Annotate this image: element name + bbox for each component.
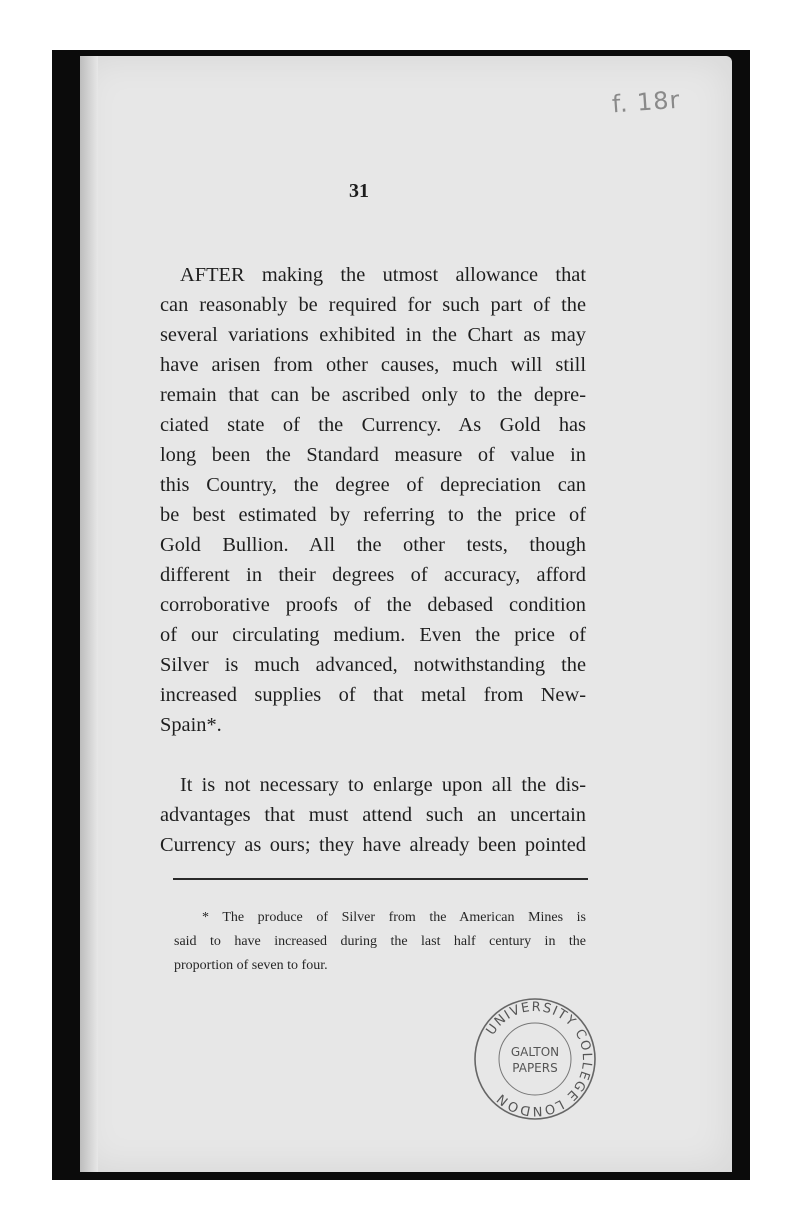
text-line: long been the Standard measure of value in xyxy=(160,444,586,466)
text-line: several variations exhibited in the Chart as may xyxy=(160,324,586,346)
page-edge-shadow xyxy=(80,56,98,1172)
stamp-outer-text: UNIVERSITY COLLEGE LONDON xyxy=(483,999,595,1119)
footnote-line: said to have increased during the last half century in the xyxy=(174,934,586,949)
text-line: Silver is much advanced, notwithstanding the xyxy=(160,654,586,676)
library-stamp xyxy=(470,994,600,1124)
paragraph-2 xyxy=(160,770,586,860)
text-line: corroborative proofs of the debased condition xyxy=(160,594,586,616)
footnote-line: * The produce of Silver from the American Mines is xyxy=(202,910,586,925)
text-line: Spain*. xyxy=(160,714,222,736)
text-line: of our circulating medium. Even the price of xyxy=(160,624,586,646)
footnote-line: proportion of seven to four. xyxy=(174,958,328,973)
body-text xyxy=(160,260,586,860)
stamp-line-galton: GALTON xyxy=(510,1045,560,1059)
text-line: Currency as ours; they have already been pointed xyxy=(160,834,586,856)
text-line: this Country, the degree of depreciation can xyxy=(160,474,586,496)
stamp-inner-ring xyxy=(499,1023,571,1095)
text-line: remain that can be ascribed only to the depre- xyxy=(160,384,586,406)
archive-folio-mark: f. 18r xyxy=(611,85,682,119)
paragraph-1 xyxy=(160,260,586,740)
text-line: Gold Bullion. All the other tests, though xyxy=(160,534,586,556)
footnote-rule xyxy=(173,878,588,880)
stamp-outer-ring xyxy=(475,999,595,1119)
page-number: 31 xyxy=(349,180,369,202)
footnote xyxy=(174,906,586,978)
text-line: AFTER making the utmost allowance that xyxy=(180,264,586,286)
stamp-line-papers: PAPERS xyxy=(512,1061,558,1075)
text-line: ciated state of the Currency. As Gold has xyxy=(160,414,586,436)
text-line: different in their degrees of accuracy, afford xyxy=(160,564,586,586)
text-line: can reasonably be required for such part of the xyxy=(160,294,586,316)
text-line: have arisen from other causes, much will still xyxy=(160,354,586,376)
text-line: be best estimated by referring to the price of xyxy=(160,504,586,526)
text-line: It is not necessary to enlarge upon all the dis- xyxy=(180,774,586,796)
text-line: advantages that must attend such an uncertain xyxy=(160,804,586,826)
text-line: increased supplies of that metal from New- xyxy=(160,684,586,706)
